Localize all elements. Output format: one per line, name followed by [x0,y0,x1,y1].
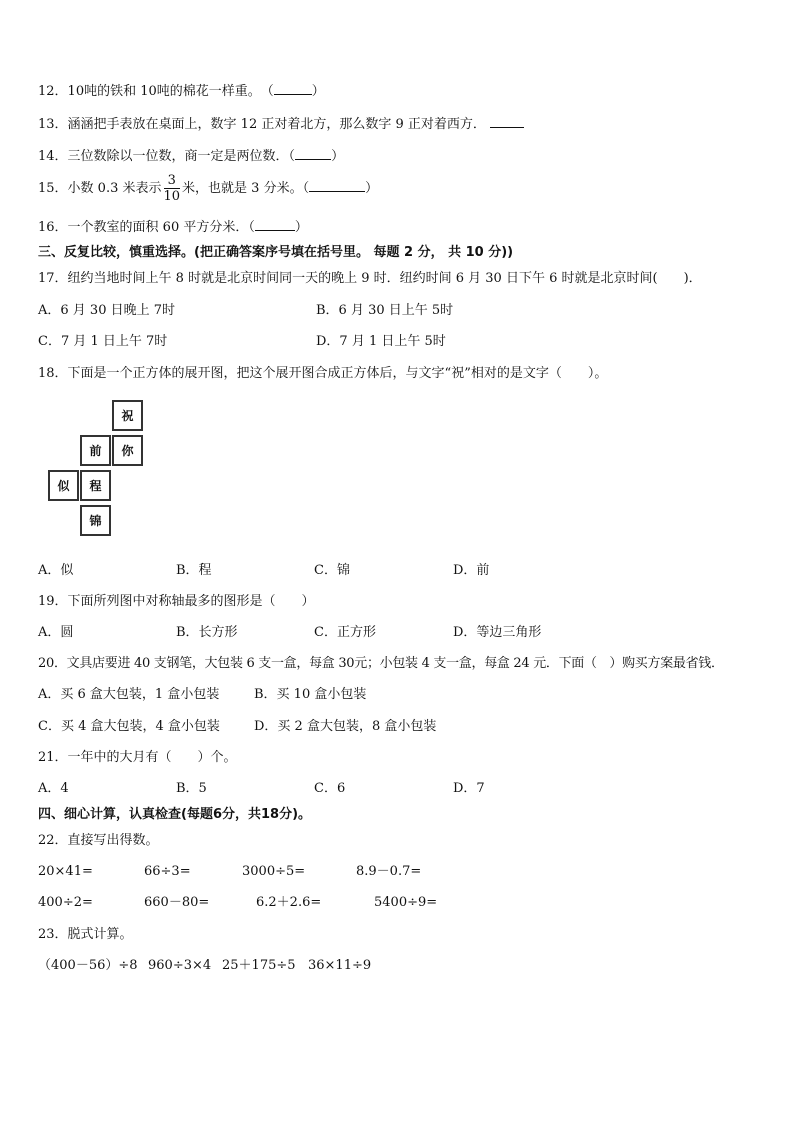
option-a[interactable]: A．似 [38,563,74,578]
cube-net-diagram [46,400,150,540]
question-18: 18．下面是一个正方体的展开图，把这个展开图合成正方体后，与文字“祝”相对的是文字（ ）。 [38,366,608,381]
question-text: 涵涵把手表放在桌面上，数字 12 正对着北方，那么数字 9 正对着西方． [67,117,486,132]
question-text: 三位数除以一位数，商一定是两位数．（ [67,149,296,164]
option-d[interactable]: D．7 [453,781,485,796]
question-number: 16． [38,220,68,235]
calc-item: 960÷3×4 [148,958,212,973]
calc-item: 25＋175÷5 [222,958,296,973]
question-14: 14．三位数除以一位数，商一定是两位数．（ ） [38,149,345,164]
calc-item: 36×11÷9 [308,958,372,973]
net-cell-cheng: 程 [80,470,111,501]
question-17: 17．纽约当地时间上午 8 时就是北京时间同一天的晚上 9 时．纽约时间 6 月 30 日下午 6 时就是北京时间( )． [38,271,702,286]
option-d[interactable]: D．等边三角形 [453,625,542,640]
option-b[interactable]: B．6 月 30 日上午 5时 [316,303,454,318]
calc-item: 5400÷9= [374,895,438,910]
question-number: 15． [38,181,68,196]
net-cell-zhu: 祝 [112,400,143,431]
question-20: 20．文具店要进 40 支钢笔，大包装 6 支一盒，每盒 30元；小包装 4 支一盒，每盒 24 元．下面（ ）购买方案最省钱． [38,656,724,671]
question-19: 19．下面所列图中对称轴最多的图形是（ ） [38,594,315,609]
answer-blank[interactable] [309,179,365,192]
calc-item: 66÷3= [144,864,191,879]
option-b[interactable]: B．买 10 盒小包装 [254,687,367,702]
question-number: 14． [38,149,68,164]
question-12: 12．10吨的铁和 10吨的棉花一样重。 （ ） [38,84,325,99]
question-23: 23．脱式计算。 [38,927,133,942]
section-4-heading: 四、细心计算，认真检查(每题6分，共18分)。 [38,807,312,822]
net-cell-si: 似 [48,470,79,501]
fraction: $\frac{3}{10}$ [163,173,181,204]
calc-item: （400－56）÷8 [38,958,138,973]
option-a[interactable]: A．买 6 盒大包装，1 盒小包装 [38,687,220,702]
question-22: 22．直接写出得数。 [38,833,159,848]
answer-blank[interactable] [490,115,524,128]
section-3-heading: 三、反复比较，慎重选择。(把正确答案序号填在括号里。 每题 2 分， 共 10 分)) [38,245,514,260]
option-c[interactable]: C．锦 [314,563,350,578]
calc-item: 3000÷5= [242,864,306,879]
net-cell-jin: 锦 [80,505,111,536]
option-a[interactable]: A．圆 [38,625,74,640]
calc-item: 400÷2= [38,895,93,910]
option-d[interactable]: D．买 2 盒大包装，8 盒小包装 [254,719,437,734]
option-b[interactable]: B．长方形 [176,625,238,640]
question-13 [38,115,524,134]
calc-item: 20×41= [38,864,93,879]
question-text: 10吨的铁和 10吨的棉花一样重。 [67,84,255,99]
question-16: 16．一个教室的面积 60 平方分米．（ ） [38,220,308,235]
answer-blank[interactable] [274,82,312,95]
calc-item: 660－80= [144,895,210,910]
option-d[interactable]: D．前 [453,563,490,578]
question-number: 12． [38,84,68,99]
option-c[interactable]: C．7 月 1 日上午 7时 [38,334,168,349]
answer-blank[interactable] [255,218,295,231]
answer-blank[interactable] [295,147,331,160]
question-15: 15．小数 0.3 米表示 $\frac{3}{10}$ 米，也就是 3 分米。（ ） [38,173,379,204]
calc-item: 6.2＋2.6= [256,895,322,910]
question-number: 13． [38,117,68,132]
net-cell-qian: 前 [80,435,111,466]
option-b[interactable]: B．程 [176,563,212,578]
option-c[interactable]: C．买 4 盒大包装，4 盒小包装 [38,719,220,734]
option-a[interactable]: A．4 [38,781,69,796]
option-c[interactable]: C．正方形 [314,625,376,640]
option-c[interactable]: C．6 [314,781,346,796]
question-text: 一个教室的面积 60 平方分米．（ [67,220,255,235]
question-21: 21．一年中的大月有（ ）个。 [38,750,237,765]
option-b[interactable]: B．5 [176,781,207,796]
option-a[interactable]: A．6 月 30 日晚上 7时 [38,303,176,318]
option-d[interactable]: D．7 月 1 日上午 5时 [316,334,446,349]
net-cell-ni: 你 [112,435,143,466]
calc-item: 8.9－0.7= [356,864,422,879]
